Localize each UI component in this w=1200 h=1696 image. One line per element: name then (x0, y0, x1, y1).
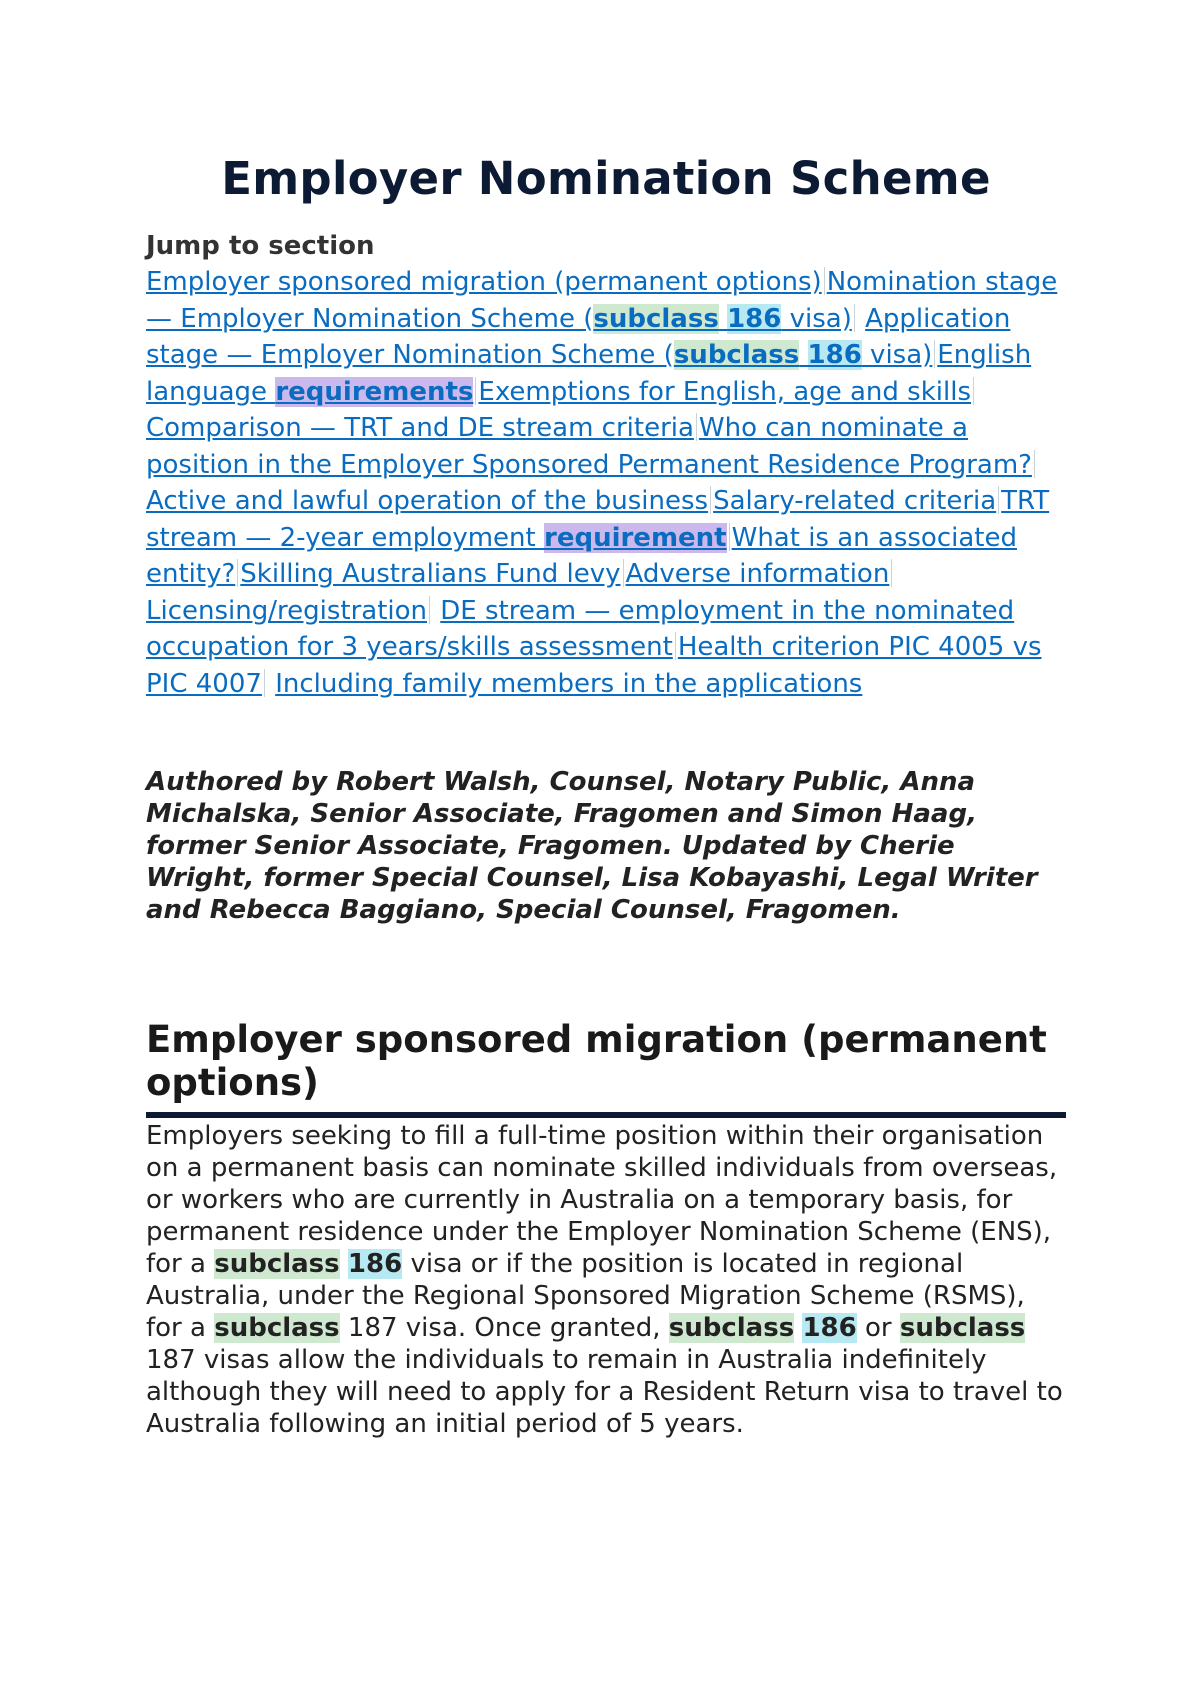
byline-text: Authored by Robert Walsh, Counsel, Notary Public, Anna Michalska, Senior Associate, Fragomen and Simon Haag, former Senior Associate, Fragomen. Updated by Cherie Wright, former Special Counsel, Lisa Kobayashi, Legal Writer and Rebecca Baggiano, Special Counsel, Fragomen (146, 767, 1038, 925)
keyword-highlight: 186 (807, 340, 862, 370)
paragraph-text: 187 visa. Once granted, (339, 1313, 669, 1343)
toc-link-skilling-australians-fund[interactable]: Skilling Australians Fund levy (240, 559, 621, 589)
keyword-highlight: 186 (727, 303, 782, 334)
toc-link-active-lawful-operation[interactable]: Active and lawful operation of the business (146, 486, 709, 516)
paragraph-text: 187 visas allow the individuals to remain in Australia indefinitely although they will need to apply for a Resident Return visa to travel to Australia following an initial period of 5 years. (146, 1345, 1063, 1439)
toc-link-salary-criteria[interactable]: Salary-related criteria (713, 486, 997, 516)
page-title: Employer Nomination Scheme (221, 152, 991, 205)
link-separator (729, 523, 730, 551)
toc-link-who-can-nominate[interactable]: Who can nominate a position in the Employer Sponsored Permanent Residence Program? (146, 413, 1032, 480)
link-text: TRT stream — 2-year employment (146, 486, 1050, 553)
link-separator (429, 596, 430, 624)
keyword-highlight: subclass (214, 1313, 340, 1343)
link-separator (675, 632, 676, 660)
link-separator (1034, 450, 1035, 478)
document-page (146, 0, 1066, 1440)
toc-link-comparison-trt-de[interactable]: Comparison — TRT and DE stream criteria (146, 413, 694, 443)
toc-link-employer-sponsored-migration[interactable]: Employer sponsored migration (permanent options) (146, 267, 822, 297)
keyword-highlight: 186 (347, 1249, 403, 1279)
section-heading: Employer sponsored migration (permanent options) (146, 1018, 1066, 1118)
link-text: visa) (861, 340, 933, 370)
link-text: English language (146, 340, 1032, 407)
link-separator (623, 559, 624, 587)
link-separator (237, 559, 238, 587)
link-separator (998, 486, 999, 514)
link-separator (710, 486, 711, 514)
keyword-highlight: requirement (544, 522, 727, 553)
section-paragraph (146, 1118, 1066, 1440)
keyword-highlight: subclass (593, 303, 719, 334)
toc-link-associated-entity[interactable]: What is an associated entity? (146, 522, 1017, 589)
paragraph-text: visa or if the position is located in regional Australia, under the Regional Sponsored Migration Scheme (RSMS), for a (146, 1249, 1025, 1343)
toc-link-health-criterion[interactable]: Health criterion PIC 4005 vs PIC 4007 (146, 632, 1042, 699)
link-separator (264, 669, 265, 697)
link-text: Application stage — Employer Nomination Scheme ( (146, 303, 1011, 370)
section-links (146, 264, 1066, 702)
keyword-highlight: 186 (802, 1313, 857, 1343)
link-separator (475, 377, 476, 405)
keyword-highlight: subclass (899, 1313, 1026, 1343)
link-text (799, 340, 807, 370)
paragraph-text (340, 1249, 348, 1279)
link-separator (696, 413, 697, 441)
paragraph-text: or (856, 1313, 900, 1343)
keyword-highlight: requirements (275, 376, 474, 407)
toc-link-de-stream-employment[interactable]: DE stream — employment in the nominated occupation for 3 years/skills assessment (146, 595, 1015, 662)
jump-to-section-heading: Jump to section (146, 231, 375, 261)
toc-link-adverse-information[interactable]: Adverse information (625, 559, 890, 589)
paragraph-text: Employers seeking to fill a full-time position within their organisation on a permanent basis can nominate skilled individuals from overseas, or workers who are currently in Australia on a temporary basis, for permanent residence under the Employer Nomination Scheme (ENS), for a (146, 1121, 1058, 1279)
keyword-highlight: subclass (668, 1313, 795, 1343)
link-separator (854, 304, 855, 332)
toc-link-exemptions[interactable]: Exemptions for English, age and skills (478, 376, 971, 407)
link-text (719, 304, 727, 334)
toc-link-family-members[interactable]: Including family members in the applications (275, 668, 863, 699)
link-separator (824, 267, 825, 295)
byline-period: . (890, 895, 901, 925)
keyword-highlight: subclass (673, 340, 800, 370)
link-separator (891, 559, 892, 587)
author-byline (146, 766, 1066, 926)
link-separator (934, 340, 935, 368)
link-text: visa) (781, 303, 852, 334)
link-text: Nomination stage — Employer Nomination Scheme ( (146, 267, 1058, 334)
keyword-highlight: subclass (214, 1249, 340, 1279)
toc-link-licensing-registration[interactable]: Licensing/registration (146, 595, 427, 626)
link-separator (973, 377, 974, 405)
